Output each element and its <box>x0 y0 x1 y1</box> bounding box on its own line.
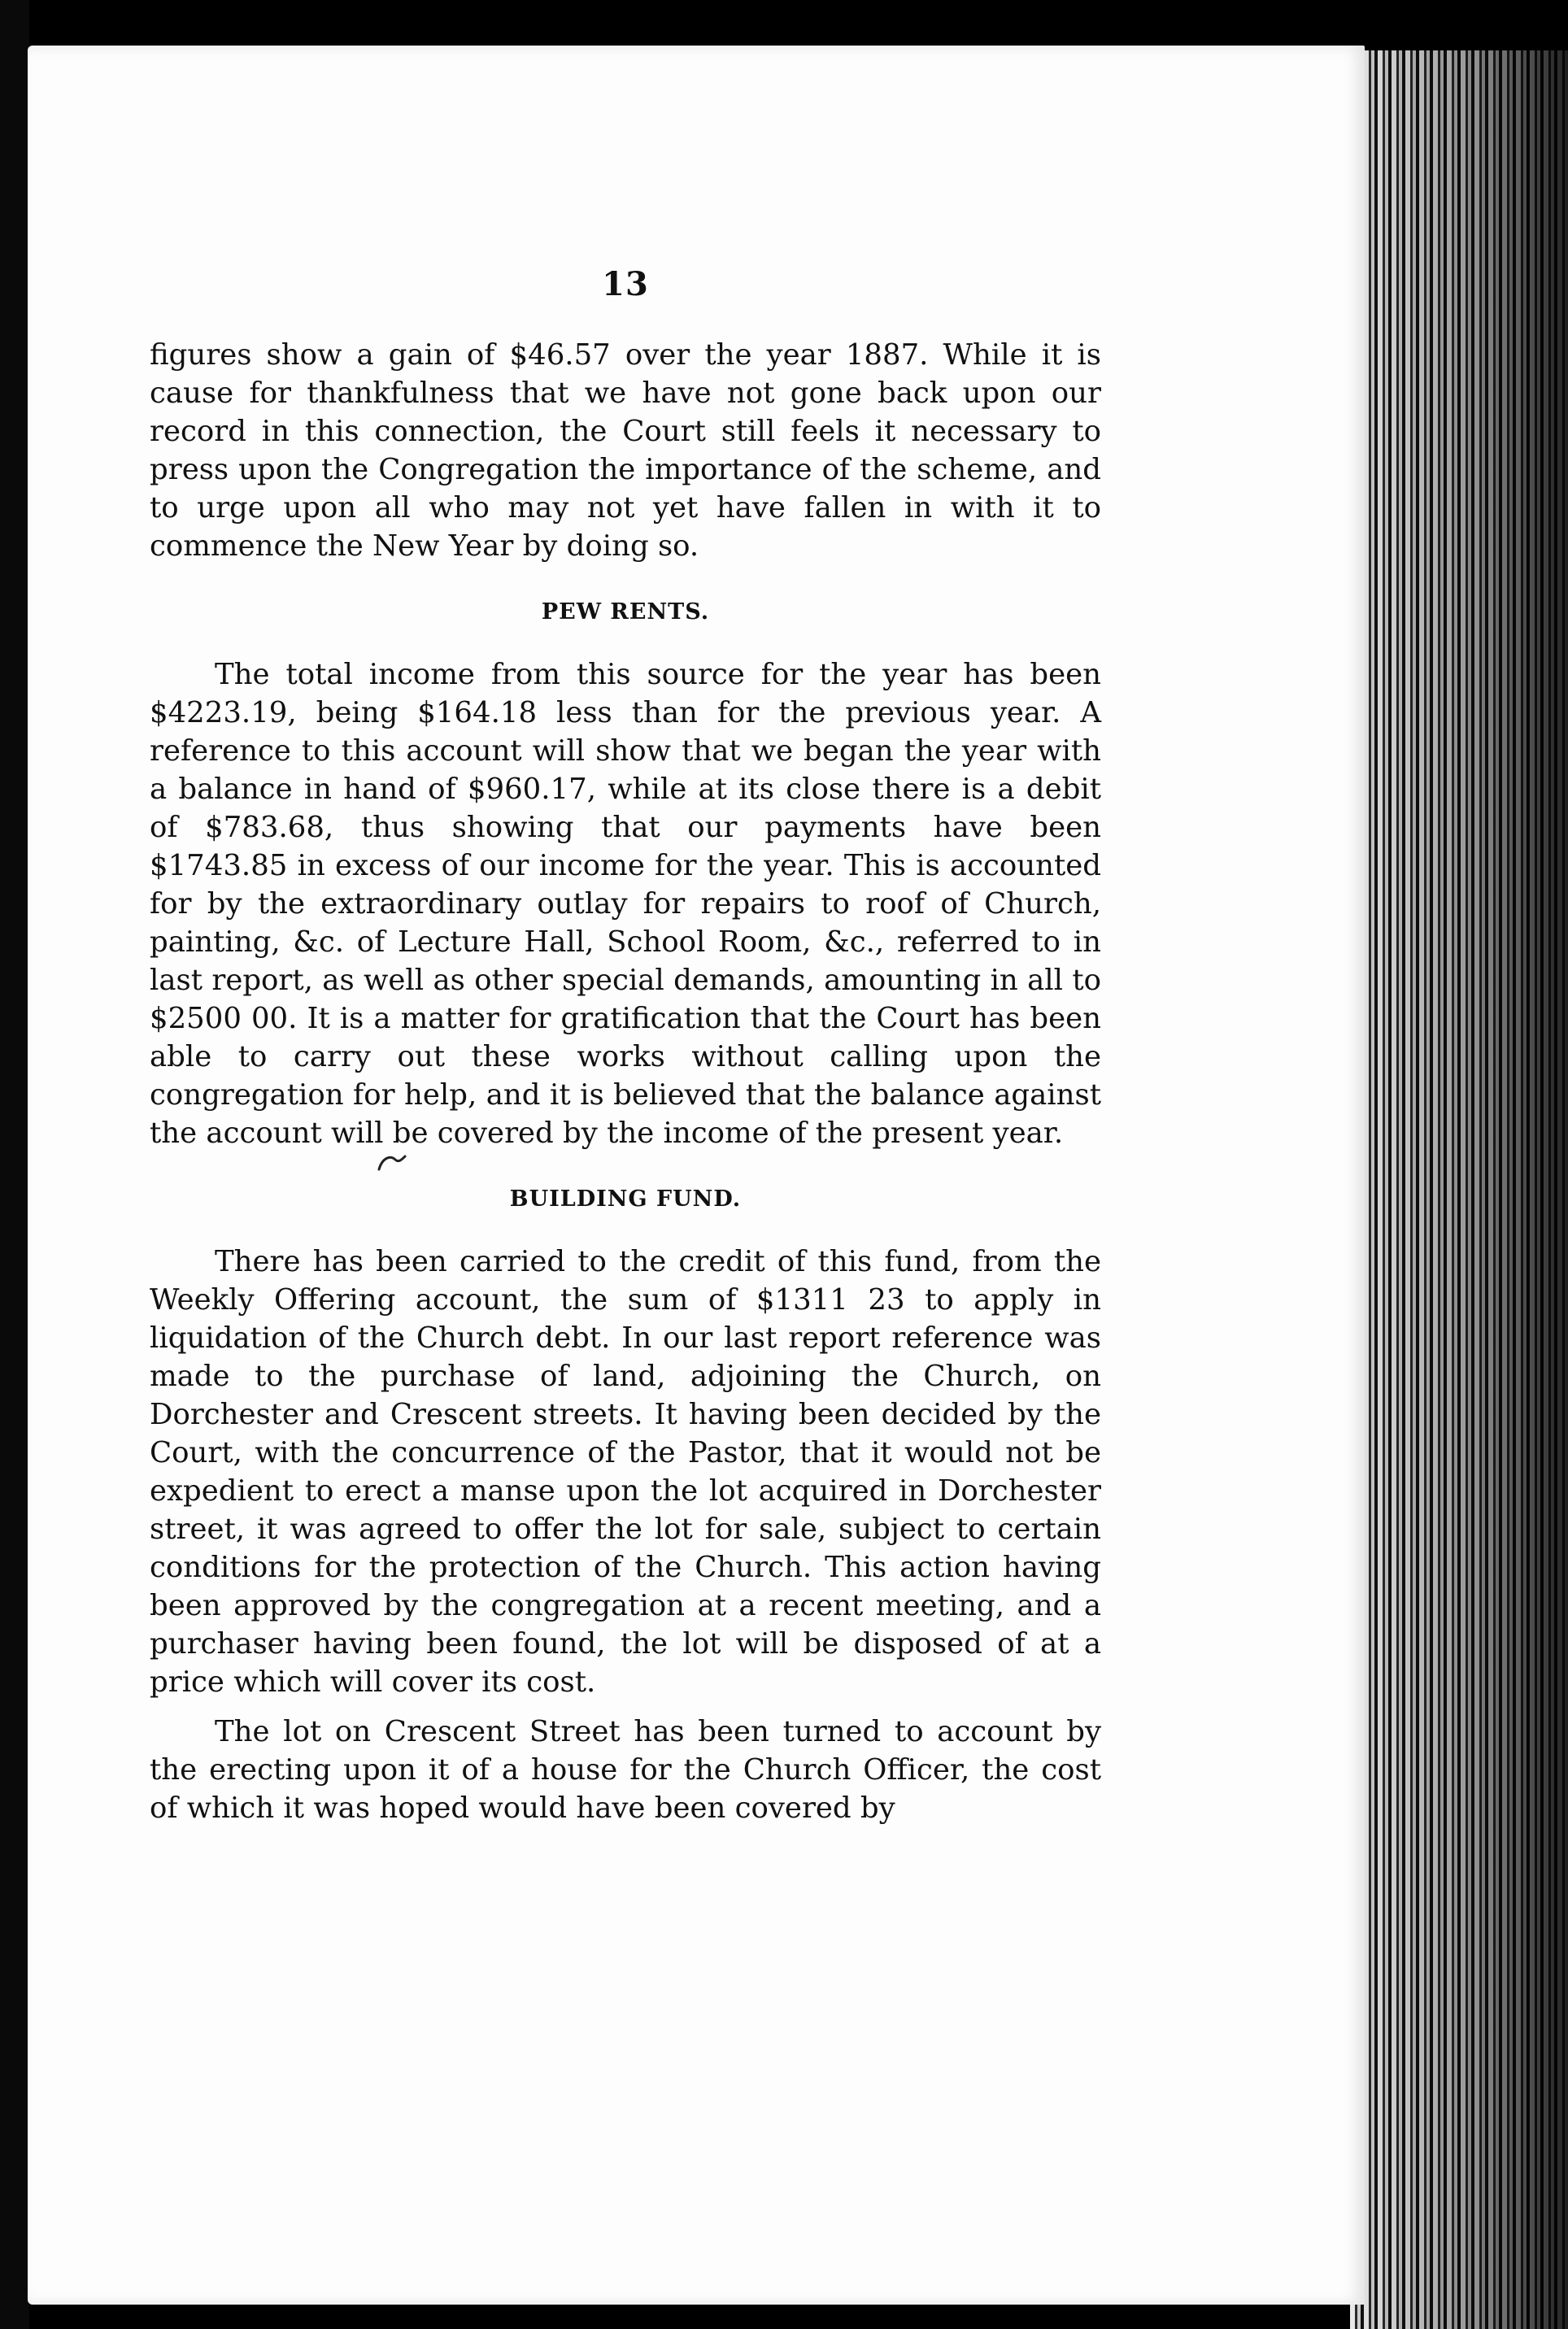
section-heading-pew-rents: PEW RENTS. <box>541 599 710 625</box>
book-page <box>28 46 1365 2305</box>
opening-paragraph: figures show a gain of $46.57 over the year 1887. While it is cause for thankfulness that we have not gone back upon our record in this connection, the Court still feels it necessary to press upon the Congregation the importance of the scheme, and to urge upon all who may not yet have fallen in with it to commence the New Year by doing so. <box>150 338 1101 563</box>
building-fund-paragraph-1: There has been carried to the credit of this fund, from the Weekly Offering account, the sum of $1311 23 to apply in liquidation of the Church debt. In our last report reference was made to the purchase of land, adjoining the Church, on Dorchester and Crescent streets. It having been decided by the Court, with the concurrence of the Pastor, that it would not be expedient to erect a manse upon the lot acquired in Dorchester street, it was agreed to offer the lot for sale, subject to certain conditions for the protection of the Church. This action having been approved by the congregation at a recent meeting, and a purchaser having been found, the lot will be disposed of at a price which will cover its cost. <box>150 1245 1101 1699</box>
building-fund-paragraph-2: The lot on Crescent Street has been turned to account by the erecting upon it of a house for the Church Officer, the cost of which it was hoped would have been covered by <box>150 1715 1101 1825</box>
edge-shadow <box>1350 50 1568 2329</box>
pew-rents-paragraph: The total income from this source for the year has been $4223.19, being $164.18 less than for the previous year. A reference to this account will show that we began the year with a balance in hand of $960.17, while at its close there is a debit of $783.68, thus showing that our payments have been $1743.85 in excess of our income for the year. This is accounted for by the extraordinary outlay for repairs to roof of Church, painting, &c. of Lecture Hall, School Room, &c., referred to in last report, as well as other special demands, amounting in all to $2500 00. It is a matter for gratification that the Court has been able to carry out these works without calling upon the congregation for help, and it is believed that the balance against the account will be covered by the income of the present year. <box>150 658 1101 1150</box>
book-page-edges <box>1350 50 1568 2329</box>
page-text-block <box>150 265 1101 1827</box>
section-heading-building-fund: BUILDING FUND. <box>509 1186 742 1212</box>
scan-left-margin <box>0 0 29 2329</box>
page-number: 13 <box>602 265 649 303</box>
